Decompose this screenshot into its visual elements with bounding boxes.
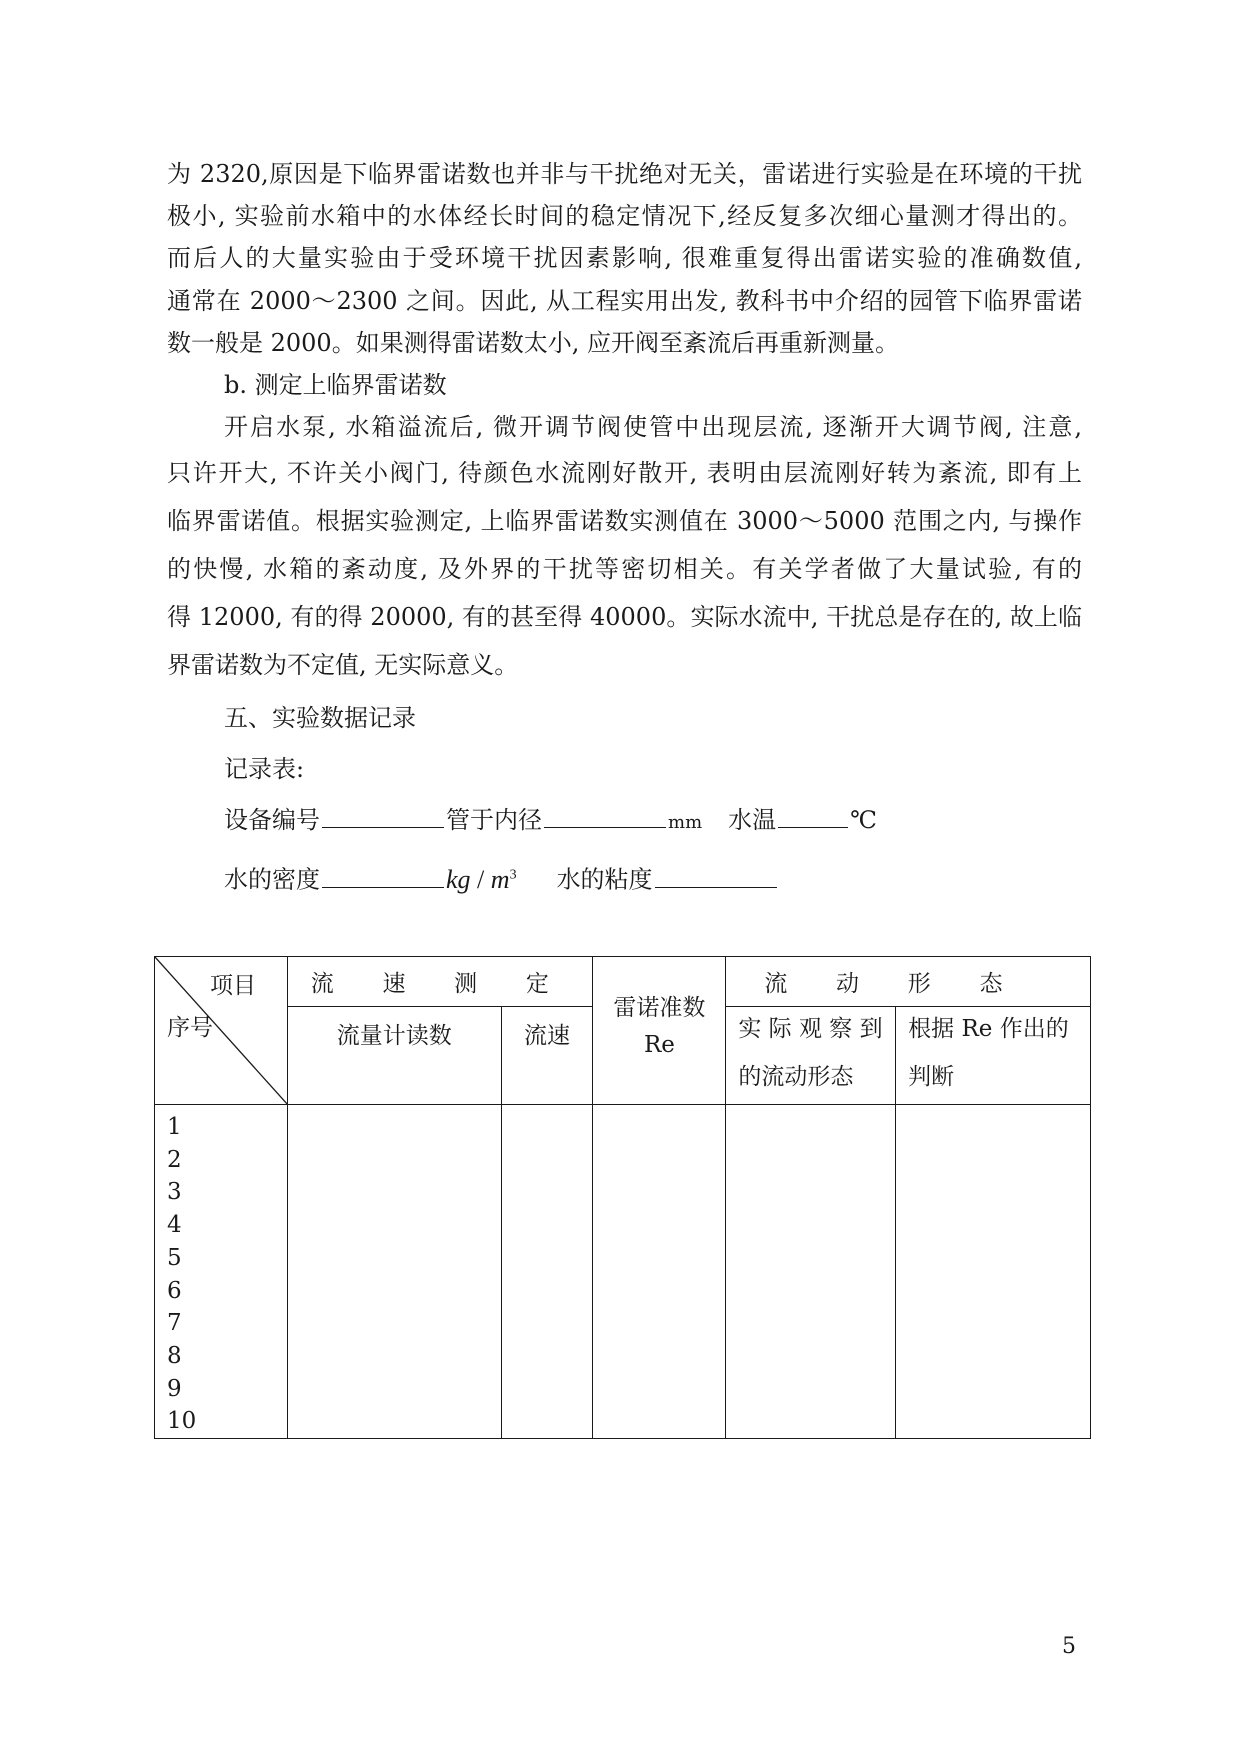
density-label: 水的密度 [224, 865, 320, 894]
group-flow-header: 流 速 测 定 [287, 957, 593, 1007]
device-no-label: 设备编号 [224, 806, 320, 834]
judged-pattern-cell [896, 1105, 1091, 1439]
paragraph-line: 开启水泵, 水箱溢流后, 微开调节阀使管中出现层流, 逐渐开大调节阀, 注意, [224, 413, 1082, 441]
row-number: 9 [167, 1375, 182, 1402]
section-heading: 五、实验数据记录 [224, 704, 416, 732]
water-temp-label: 水温 [728, 806, 777, 834]
observed-pattern-header: 实 际 观 察 到 的流动形态 [726, 1007, 896, 1105]
record-table [154, 956, 1091, 1439]
paragraph-line: 数一般是 2000。如果测得雷诺数太小, 应开阀至紊流后再重新测量。 [167, 329, 899, 357]
paragraph-line: 临界雷诺值。根据实验测定, 上临界雷诺数实测值在 3000～5000 范围之内, 与操作 [167, 507, 1082, 535]
row-number: 6 [167, 1277, 182, 1304]
unit-celsius: ℃ [850, 806, 877, 834]
paragraph-line: 极小, 实验前水箱中的水体经长时间的稳定情况下,经反复多次细心量测才得出的。 [167, 202, 1082, 230]
corner-item-label: 项目 [210, 973, 256, 999]
flow-reading-cell [287, 1105, 501, 1439]
corner-cell [155, 957, 288, 1105]
row-number: 4 [167, 1212, 182, 1239]
subheading-b: b. 测定上临界雷诺数 [224, 371, 447, 399]
flow-reading-header: 流量计读数 [287, 1007, 501, 1105]
water-temp-blank [778, 805, 848, 828]
viscosity-blank [655, 865, 777, 888]
observed-pattern-cell [726, 1105, 896, 1439]
density-blank [322, 865, 444, 888]
paragraph-line: 界雷诺数为不定值, 无实际意义。 [167, 651, 519, 679]
row-number: 5 [167, 1244, 182, 1271]
judged-pattern-header: 根据 Re 作出的 判断 [896, 1007, 1091, 1105]
row-number: 1 [167, 1114, 182, 1140]
water-props-line [224, 860, 779, 895]
density-unit: kg / $m^3$ [446, 864, 517, 894]
row-number: 3 [167, 1179, 182, 1206]
velocity-header: 流速 [501, 1007, 593, 1105]
device-info-line [224, 805, 877, 838]
reynolds-header: 雷诺准数 Re [593, 957, 726, 1105]
corner-index-label: 序号 [167, 1015, 213, 1041]
paragraph-line: 为 2320,原因是下临界雷诺数也并非与干扰绝对无关，雷诺进行实验是在环境的干扰 [167, 160, 1082, 188]
row-number: 7 [167, 1310, 182, 1337]
group-pattern-header: 流 动 形 态 [726, 957, 1091, 1007]
velocity-cell [501, 1105, 593, 1439]
unit-mm: mm [668, 812, 703, 833]
inner-diameter-label: 管于内径 [446, 806, 542, 834]
row-number: 8 [167, 1342, 182, 1369]
paragraph-line: 的快慢, 水箱的紊动度, 及外界的干扰等密切相关。有关学者做了大量试验, 有的 [167, 555, 1082, 583]
page-number: 5 [1062, 1634, 1076, 1659]
paragraph-line: 得 12000, 有的得 20000, 有的甚至得 40000。实际水流中, 干扰总是存在的, 故上临 [167, 603, 1082, 631]
paragraph-line: 而后人的大量实验由于受环境干扰因素影响, 很难重复得出雷诺实验的准确数值, [167, 244, 1082, 272]
viscosity-label: 水的粘度 [556, 865, 653, 894]
paragraph-line: 只许开大, 不许关小阀门, 待颜色水流刚好散开, 表明由层流刚好转为紊流, 即有上 [167, 459, 1082, 487]
row-index-cell [155, 1105, 288, 1439]
paragraph-line: 通常在 2000～2300 之间。因此, 从工程实用出发, 教科书中介绍的园管下临界雷诺 [167, 287, 1082, 315]
device-no-blank [322, 805, 444, 828]
inner-diameter-blank [544, 805, 666, 828]
table-label: 记录表: [224, 755, 305, 783]
reynolds-cell [593, 1105, 726, 1439]
row-number: 10 [167, 1408, 197, 1435]
row-number: 2 [167, 1146, 182, 1173]
